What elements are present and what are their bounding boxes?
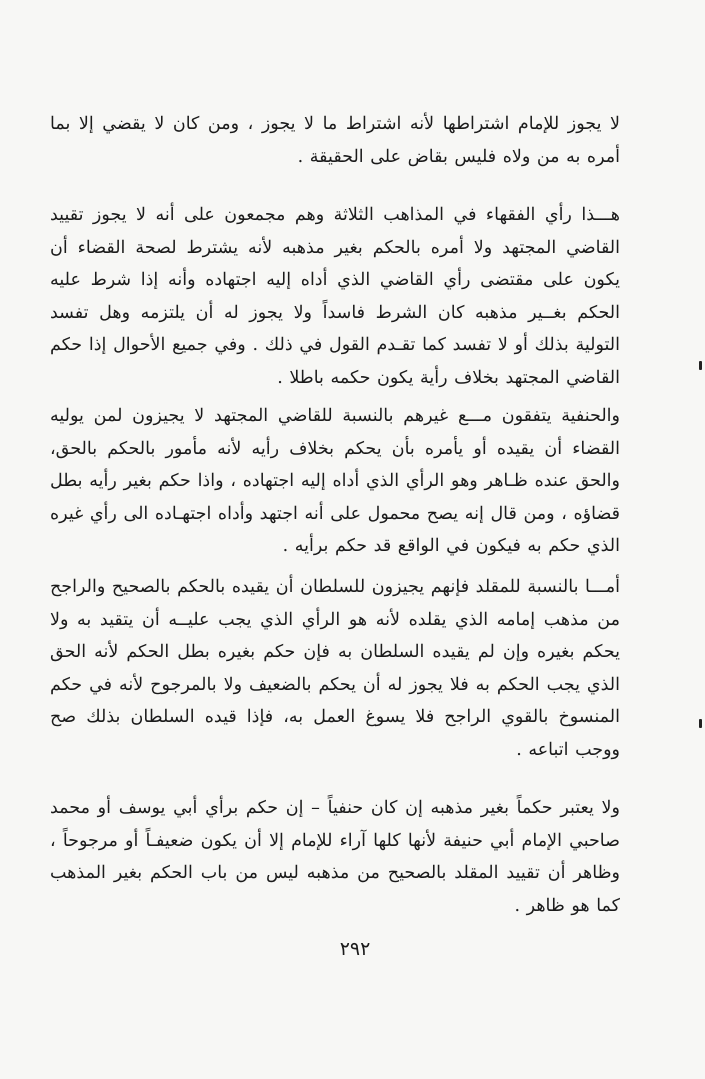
paragraph-2: هـــذا رأي الفقهاء في المذاهب الثلاثة وهم مجمعون على أنه لا يجوز تقييد القاضي المجتهد ولا أمره بالحكم بغير مذهبه لأنه يشترط لصحة القضاء أن يكون على مقتضى رأي القاضي الذي أداه إليه اجتهاده وأنه إذا شرط عليه الحكم بغــير مذهبه كان الشرط فاسداً ولا يجوز له أن يلتزمه وهل تفسد التولية بذلك أو لا تفسد كما تقـدم القول في ذلك . وفي جميع الأحوال إذا حكم القاضي المجتهد بخلاف رأية يكون حكمه باطلا . — [50, 205, 620, 388]
page-number: ٢٩٢ — [339, 938, 371, 960]
paragraph-1: لا يجوز للإمام اشتراطها لأنه اشتراط ما لا يجوز ، ومن كان لا يقضي إلا بما أمره به من ولاه فليس بقاض على الحقيقة . — [50, 114, 620, 167]
paragraph-5: ولا يعتبر حكماً بغير مذهبه إن كان حنفياً – إن حكم برأي أبي يوسف أو محمد صاحبي الإمام أبي حنيفة لأنها كلها آراء للإمام إلا أن يكون ضعيفـاً أو مرجوحاً ، وظاهر أن تقييد المقلد بالصحيح من مذهبه ليس من باب الحكم بغير المذهب كما هو ظاهر . — [50, 798, 620, 916]
paragraph-4: أمـــا بالنسبة للمقلد فإنهم يجيزون للسلطان أن يقيده بالحكم بالصحيح والراجح من مذهب إمامه الذي يقلده لأنه هو الرأي الذي يجب عليــه أن يتقيد به ولا يحكم بغيره وإن لم يقيده السلطان به فإن حكم بغيره بطل الحكم لأنه الحق الذي يجب الحكم به فلا يجوز له أن يحكم بالضعيف ولا بالمرجوح لأنه في حكم المنسوخ بالقوي الراجح فلا يسوغ العمل به، فإذا قيده السلطان بذلك صح ووجب اتباعه . — [50, 577, 620, 760]
paragraph-3: والحنفية يتفقون مـــع غيرهم بالنسبة للقاضي المجتهد لا يجيزون لمن يوليه القضاء أن يقيده أو يأمره بأن يحكم بخلاف رأيه لأنه مأمور بالحكم بالحق، والحق عنده ظـاهر وهو الرأي الذي أداه إليه اجتهاده ، واذا حكم بغير رأيه بطل قضاؤه ، ومن قال إنه يصح محمول على أنه اجتهد وأداه اجتهـاده الى رأي غيره الذي حكم به فيكون في الواقع قد حكم برأيه . — [50, 406, 620, 556]
margin-mark — [699, 719, 702, 728]
margin-mark — [699, 361, 702, 370]
